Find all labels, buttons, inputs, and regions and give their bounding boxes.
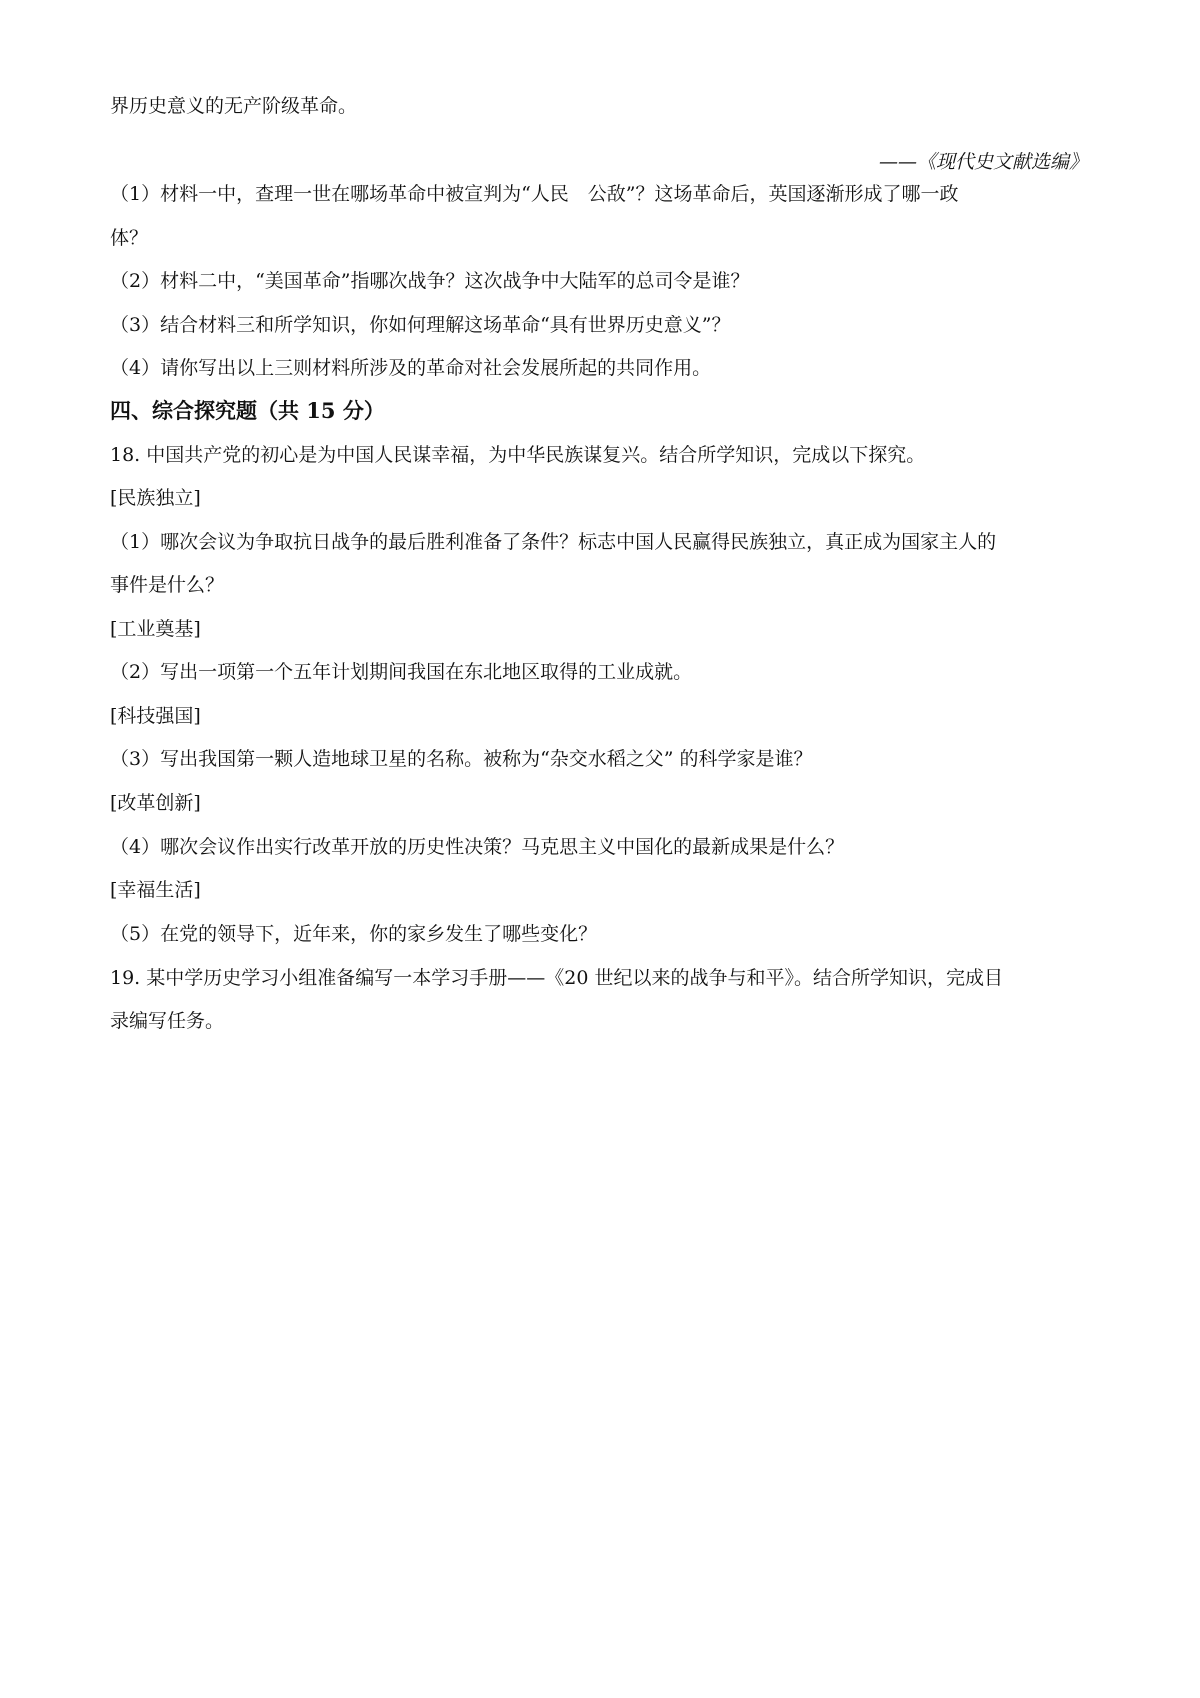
q18-sub4: （4）哪次会议作出实行改革开放的历史性决策？马克思主义中国化的最新成果是什么？ <box>110 836 845 858</box>
material-continuation: 界历史意义的无产阶级革命。 <box>110 95 358 117</box>
q17-sub1-line1: （1）材料一中，查理一世在哪场革命中被宣判为“人民 公敌”？这场革命后，英国逐渐形成了哪一政 <box>110 183 959 205</box>
q17-sub3: （3）结合材料三和所学知识，你如何理解这场革命“具有世界历史意义”？ <box>110 314 731 336</box>
q18-sub1-line2: 事件是什么？ <box>110 574 225 596</box>
q17-sub2: （2）材料二中，“美国革命”指哪次战争？这次战争中大陆军的总司令是谁？ <box>110 270 750 292</box>
q18-tag-happy-life: [幸福生活] <box>110 879 201 901</box>
q18-sub2: （2）写出一项第一个五年计划期间我国在东北地区取得的工业成就。 <box>110 661 693 683</box>
q17-sub4: （4）请你写出以上三则材料所涉及的革命对社会发展所起的共同作用。 <box>110 357 712 379</box>
q18-tag-reform: [改革创新] <box>110 792 201 814</box>
material-source: ——《现代史文献选编》 <box>878 151 1088 173</box>
q19-stem-line1: 19. 某中学历史学习小组准备编写一本学习手册——《20 世纪以来的战争与和平》。结合所学知识，完成目 <box>110 967 1003 989</box>
q18-stem: 18. 中国共产党的初心是为中国人民谋幸福，为中华民族谋复兴。结合所学知识，完成以下探究。 <box>110 444 926 466</box>
q18-tag-industry: [工业奠基] <box>110 618 201 640</box>
q17-sub1-line2: 体？ <box>110 227 149 249</box>
q18-tag-technology: [科技强国] <box>110 705 201 727</box>
section-heading: 四、综合探究题（共 15 分） <box>110 398 385 423</box>
q18-sub3: （3）写出我国第一颗人造地球卫星的名称。被称为“杂交水稻之父” 的科学家是谁？ <box>110 748 813 770</box>
q18-sub1-line1: （1）哪次会议为争取抗日战争的最后胜利准备了条件？标志中国人民赢得民族独立，真正成为国家主人的 <box>110 531 997 553</box>
q18-tag-national-independence: [民族独立] <box>110 487 201 509</box>
q19-stem-line2: 录编写任务。 <box>110 1010 225 1032</box>
q18-sub5: （5）在党的领导下，近年来，你的家乡发生了哪些变化？ <box>110 923 598 945</box>
